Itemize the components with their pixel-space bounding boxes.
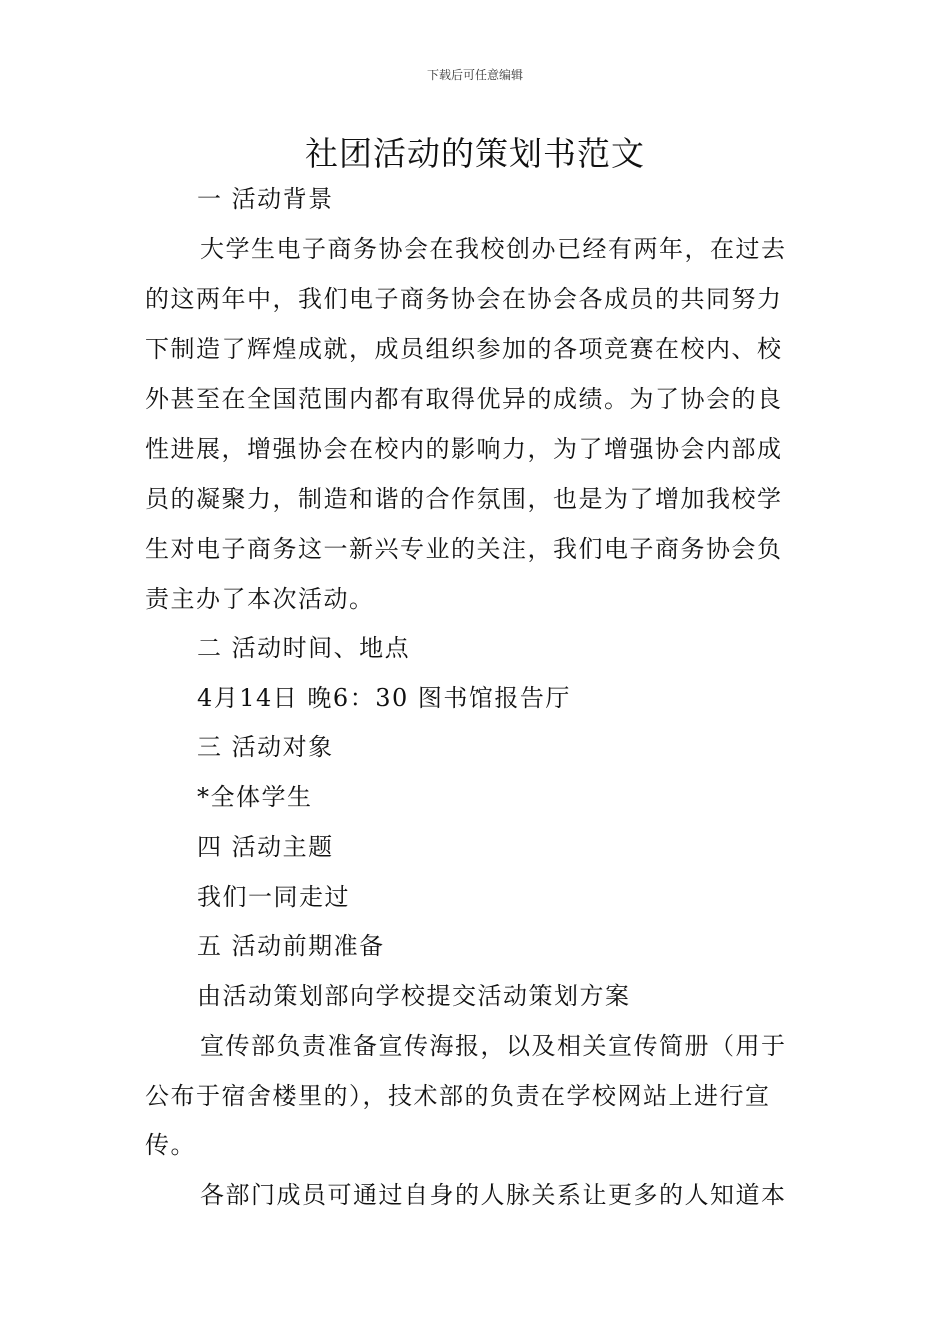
preparation-text: 由活动策划部向学校提交活动策划方案 xyxy=(197,982,631,1010)
document-title: 社团活动的策划书范文 xyxy=(305,134,645,173)
time-place-text: 4月14日 晚6：30 图书馆报告厅 xyxy=(197,684,571,712)
paragraph-line: 传。 xyxy=(145,1131,196,1159)
paragraph-line: 性进展，增强协会在校内的影响力，为了增强协会内部成 xyxy=(145,435,783,463)
paragraph-line: 员的凝聚力，制造和谐的合作氛围，也是为了增加我校学 xyxy=(145,485,783,513)
page-header: 下载后可任意编辑 xyxy=(426,68,523,82)
paragraph-line: 宣传部负责准备宣传海报，以及相关宣传简册（用于 xyxy=(200,1032,787,1060)
paragraph-line: 大学生电子商务协会在我校创办已经有两年，在过去 xyxy=(200,235,787,263)
theme-text: 我们一同走过 xyxy=(197,883,350,911)
audience-text: *全体学生 xyxy=(197,783,313,811)
section-heading-audience: 三 活动对象 xyxy=(197,733,334,761)
paragraph-line: 公布于宿舍楼里的），技术部的负责在学校网站上进行宣 xyxy=(145,1082,771,1110)
paragraph-line: 外甚至在全国范围内都有取得优异的成绩。为了协会的良 xyxy=(145,385,783,413)
paragraph-line: 下制造了辉煌成就，成员组织参加的各项竞赛在校内、校 xyxy=(145,335,783,363)
section-heading-preparation: 五 活动前期准备 xyxy=(197,932,385,960)
paragraph-line: 生对电子商务这一新兴专业的关注，我们电子商务协会负 xyxy=(145,535,783,563)
section-heading-time-place: 二 活动时间、地点 xyxy=(197,634,411,662)
paragraph-line: 责主办了本次活动。 xyxy=(145,585,375,613)
section-heading-background: 一 活动背景 xyxy=(197,185,334,213)
paragraph-line: 的这两年中，我们电子商务协会在协会各成员的共同努力 xyxy=(145,285,783,313)
paragraph-line: 各部门成员可通过自身的人脉关系让更多的人知道本 xyxy=(200,1181,787,1209)
section-heading-theme: 四 活动主题 xyxy=(197,833,334,861)
